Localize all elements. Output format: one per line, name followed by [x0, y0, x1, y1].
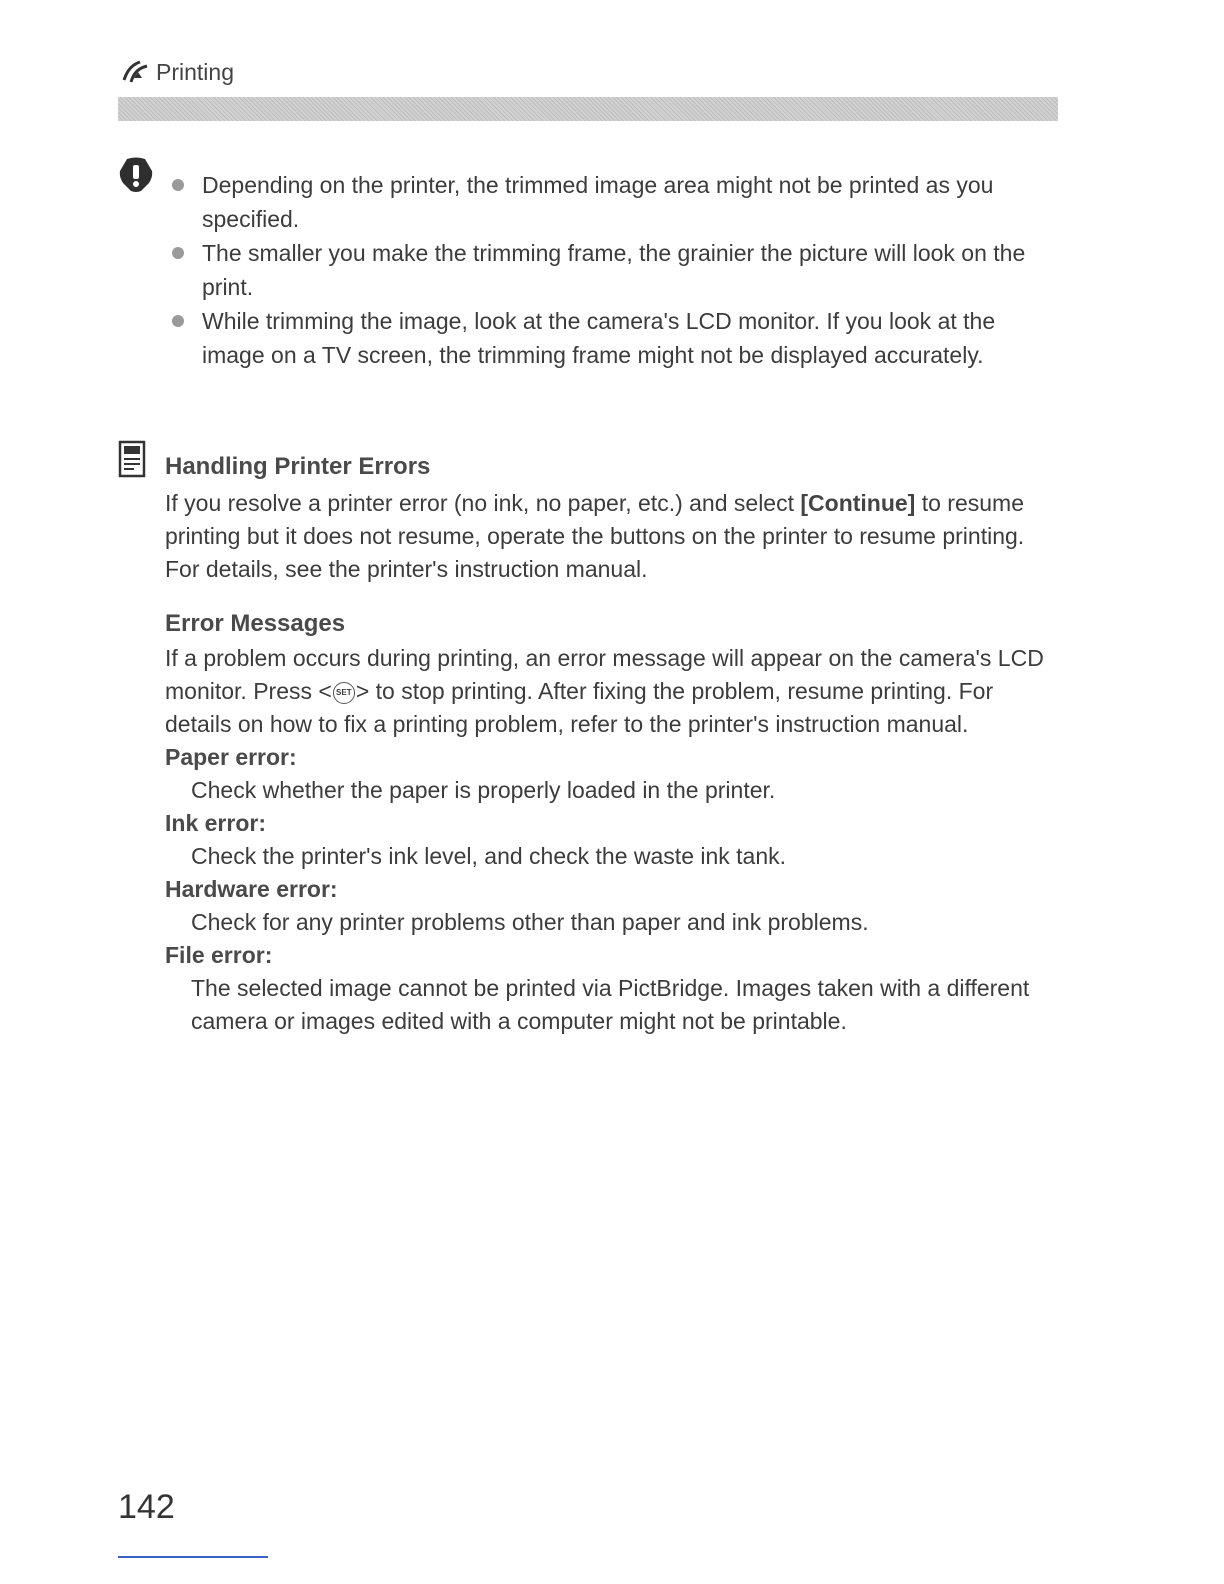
caution-list — [160, 168, 1040, 372]
error-messages-title: Error Messages — [165, 610, 346, 637]
list-item: The smaller you make the trimming frame, the grainier the picture will look on the print. — [160, 236, 1040, 304]
error-item-paper — [165, 741, 1045, 807]
list-item: While trimming the image, look at the camera's LCD monitor. If you look at the image on a TV screen, the trimming frame might not be displayed accurately. — [160, 304, 1040, 372]
error-messages-intro: If a problem occurs during printing, an error message will appear on the camera's LCD monitor. Press < SET > to stop printing. After fixing the problem, resume printing. For details on how to fix a printing problem, refer to the printer's instruction manual. — [165, 645, 1044, 737]
error-label: Ink error: — [165, 810, 266, 836]
caution-icon — [119, 157, 153, 193]
memo-icon — [118, 440, 148, 480]
error-description: The selected image cannot be printed via PictBridge. Images taken with a different camera or images edited with a computer might not be printable. — [191, 975, 1030, 1034]
handling-text: If you resolve a printer error (no ink, no paper, etc.) and select [Continue] to resume printing but it does not resume, operate the buttons on the printer to resume printing. For details, see the printer's instruction manual. — [165, 490, 1025, 582]
error-description: Check the printer's ink level, and check the waste ink tank. — [191, 843, 787, 869]
printer-direct-icon — [120, 58, 150, 86]
page-header — [120, 58, 234, 86]
error-item-ink — [165, 807, 1045, 873]
error-messages-section — [165, 608, 1045, 1038]
handling-title: Handling Printer Errors — [165, 453, 431, 480]
header-band — [118, 97, 1058, 121]
handling-section — [165, 451, 1045, 586]
footer-rule — [118, 1556, 268, 1558]
continue-label: [Continue] — [800, 490, 916, 516]
error-description: Check for any printer problems other than paper and ink problems. — [191, 909, 869, 935]
header-title: Printing — [156, 58, 234, 85]
bullet-icon — [172, 179, 184, 191]
bullet-icon — [172, 315, 184, 327]
error-label: File error: — [165, 942, 273, 968]
error-item-file — [165, 939, 1045, 1038]
set-button-icon: SET — [333, 682, 355, 704]
error-label: Hardware error: — [165, 876, 338, 902]
bullet-icon — [172, 247, 184, 259]
error-description: Check whether the paper is properly loaded in the printer. — [191, 777, 776, 803]
error-label: Paper error: — [165, 744, 297, 770]
list-item: Depending on the printer, the trimmed image area might not be printed as you specified. — [160, 168, 1040, 236]
error-item-hardware — [165, 873, 1045, 939]
page-number: 142 — [118, 1488, 175, 1526]
